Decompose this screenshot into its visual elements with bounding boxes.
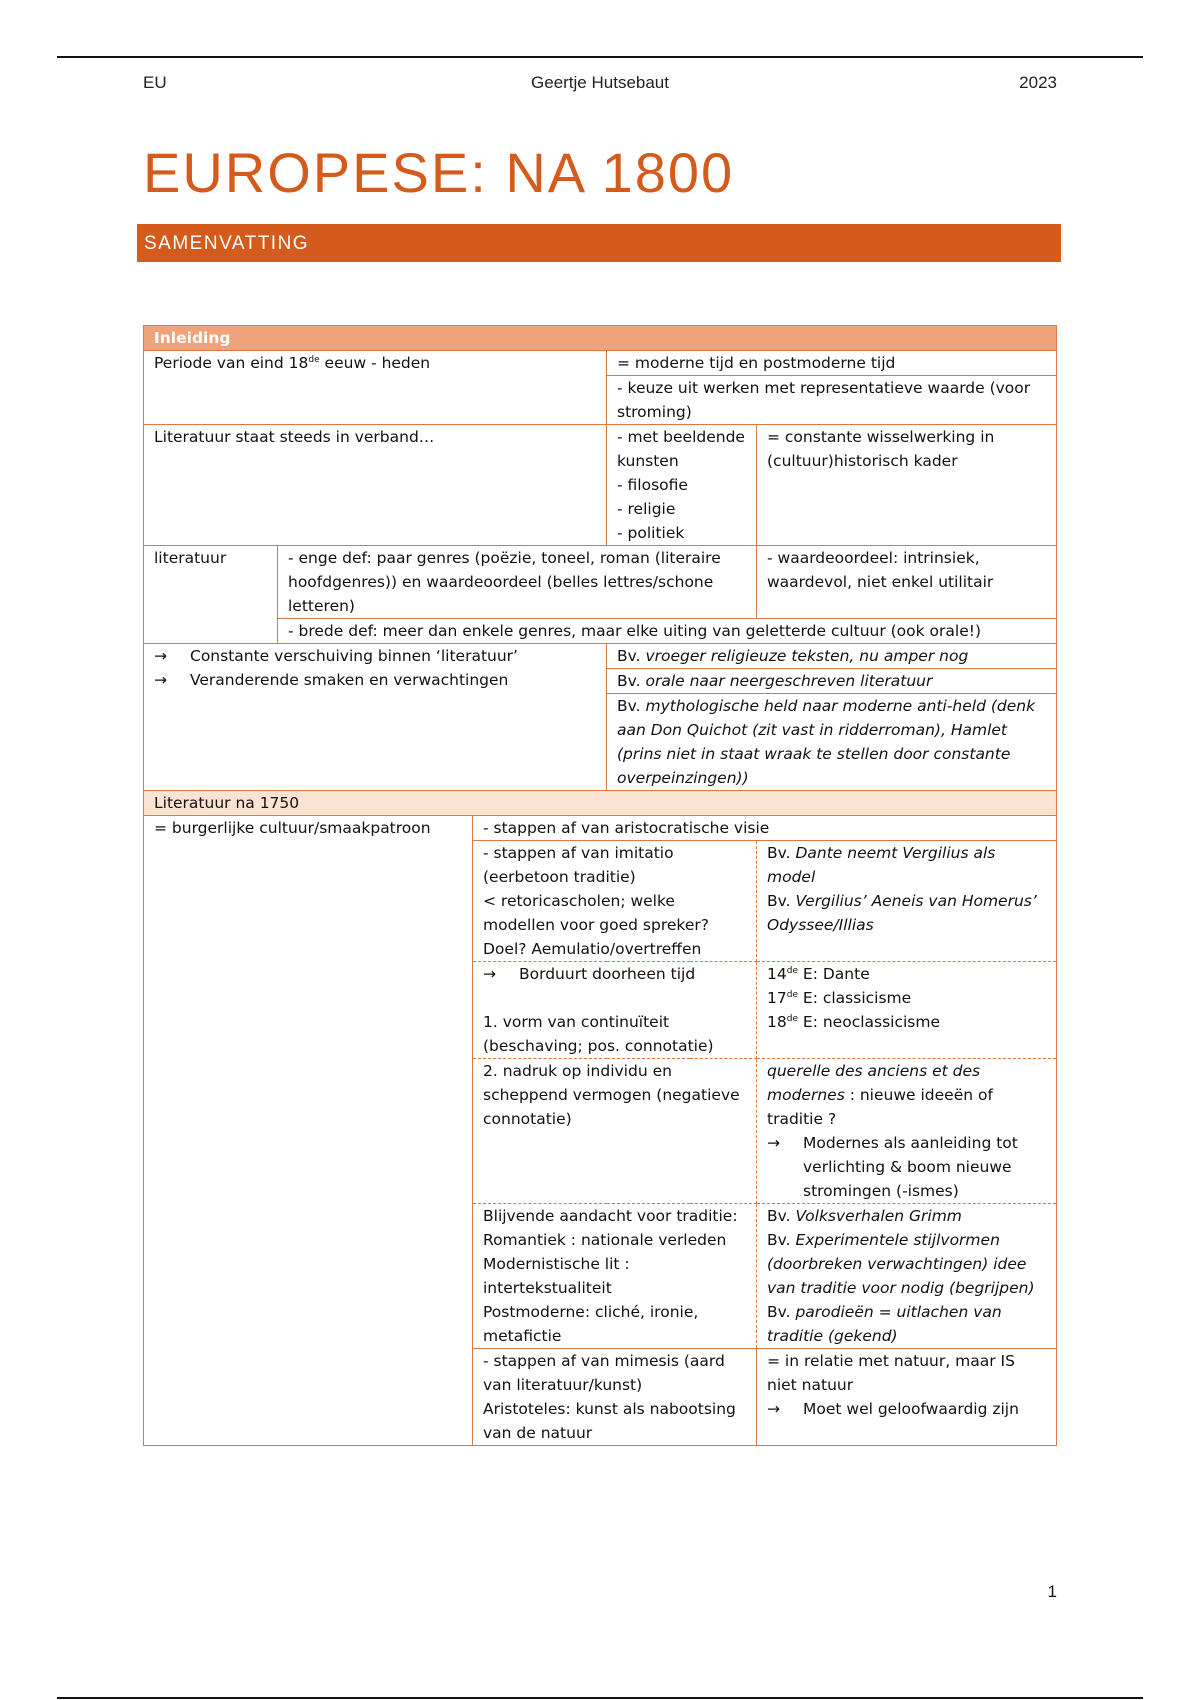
burgerlijk-cell: = burgerlijke cultuur/smaakpatroon: [144, 816, 473, 1446]
periode-note-2: - keuze uit werken met representatieve waarde (voor stroming): [607, 376, 1057, 425]
header-author: Geertje Hutsebaut: [531, 73, 669, 92]
example-1: Bv. vroeger religieuze teksten, nu amper nog: [607, 644, 1057, 669]
subtitle-banner: SAMENVATTING: [137, 224, 1061, 262]
verband-list: [607, 425, 757, 546]
table-row: [144, 546, 1057, 619]
table-row: [144, 351, 1057, 376]
brede-def: - brede def: meer dan enkele genres, maar elke uiting van geletterde cultuur (ook orale!): [278, 619, 1057, 644]
section-header-row: [144, 791, 1057, 816]
arrow-right-icon: →: [483, 965, 496, 983]
list-item: - filosofie: [617, 476, 688, 494]
arrow-right-icon: →: [767, 1400, 780, 1418]
literatuur-label: literatuur: [144, 546, 278, 644]
section-heading-inleiding: Inleiding: [144, 326, 1057, 351]
example-3: Bv. mythologische held naar moderne anti-held (denk aan Don Quichot (zit vast in ridderroman), Hamlet (prins niet in staat wraak te stellen door constante overpeinzingen)): [607, 694, 1057, 791]
list-item: → Constante verschuiving binnen ‘literatuur’: [154, 644, 596, 668]
top-rule: [57, 56, 1143, 58]
example-2: Bv. orale naar neergeschreven literatuur: [607, 669, 1057, 694]
aristocratisch: - stappen af van aristocratische visie: [473, 816, 1057, 841]
nadruk-cell: 2. nadruk op individu en scheppend vermogen (negatieve connotatie): [473, 1059, 757, 1204]
arrow-right-icon: →: [154, 671, 167, 689]
shift-cell: [144, 644, 607, 791]
borduurt-cell: → Borduurt doorheen tijd 1. vorm van continuïteit (beschaving; pos. connotatie): [473, 962, 757, 1059]
blijvend-cell: Blijvende aandacht voor traditie: Romantiek : nationale verleden Modernistische lit : intertekstualiteit Postmoderne: cliché, ironie, metafictie: [473, 1204, 757, 1349]
bottom-rule: [57, 1697, 1143, 1699]
section-heading-1750: Literatuur na 1750: [144, 791, 1057, 816]
table-row: [144, 425, 1057, 546]
verband-note: = constante wisselwerking in (cultuur)historisch kader: [757, 425, 1057, 546]
enge-def: - enge def: paar genres (poëzie, toneel, roman (literaire hoofdgenres)) en waardeoordeel (belles lettres/schone letteren): [278, 546, 757, 619]
eeuwen-cell: 14de E: Dante 17de E: classicisme 18de E: neoclassicisme: [757, 962, 1057, 1059]
section-header-row: [144, 326, 1057, 351]
table-row: [144, 619, 1057, 644]
arrow-right-icon: →: [767, 1134, 780, 1152]
list-item: - met beeldende kunsten: [617, 428, 745, 470]
blijvend-examples: Bv. Volksverhalen Grimm Bv. Experimentele stijlvormen (doorbreken verwachtingen) idee van traditie voor nodig (begrijpen) Bv. parodieën = uitlachen van traditie (gekend): [757, 1204, 1057, 1349]
table-row: [144, 644, 1057, 669]
verband-cell: Literatuur staat steeds in verband…: [144, 425, 607, 546]
list-item: - politiek: [617, 524, 685, 542]
imitatio-examples: Bv. Dante neemt Vergilius als model Bv. Vergilius’ Aeneis van Homerus’ Odyssee/Illias: [757, 841, 1057, 962]
arrow-right-icon: →: [154, 647, 167, 665]
list-item: → Veranderende smaken en verwachtingen: [154, 668, 596, 692]
mimesis-cell: - stappen af van mimesis (aard van literatuur/kunst) Aristoteles: kunst als nabootsing van de natuur: [473, 1349, 757, 1446]
querelle-cell: querelle des anciens et des modernes : nieuwe ideeën of traditie ? → Modernes als aanleiding tot verlichting & boom nieuwe stromingen (-ismes): [757, 1059, 1057, 1204]
header-course: EU: [143, 73, 167, 92]
table-row: [144, 816, 1057, 841]
imitatio-cell: - stappen af van imitatio (eerbetoon traditie) < retoricascholen; welke modellen voor goed spreker? Doel? Aemulatio/overtreffen: [473, 841, 757, 962]
periode-note-1: = moderne tijd en postmoderne tijd: [607, 351, 1057, 376]
summary-table: [143, 325, 1057, 1446]
waardeoordeel: - waardeoordeel: intrinsiek, waardevol, niet enkel utilitair: [757, 546, 1057, 619]
list-item: - religie: [617, 500, 676, 518]
natuur-cell: = in relatie met natuur, maar IS niet natuur → Moet wel geloofwaardig zijn: [757, 1349, 1057, 1446]
header-year: 2023: [1019, 73, 1057, 92]
page-number: 1: [1047, 1582, 1057, 1601]
periode-cell: Periode van eind 18de eeuw - heden: [144, 351, 607, 425]
page-title: EUROPESE: NA 1800: [143, 141, 735, 204]
